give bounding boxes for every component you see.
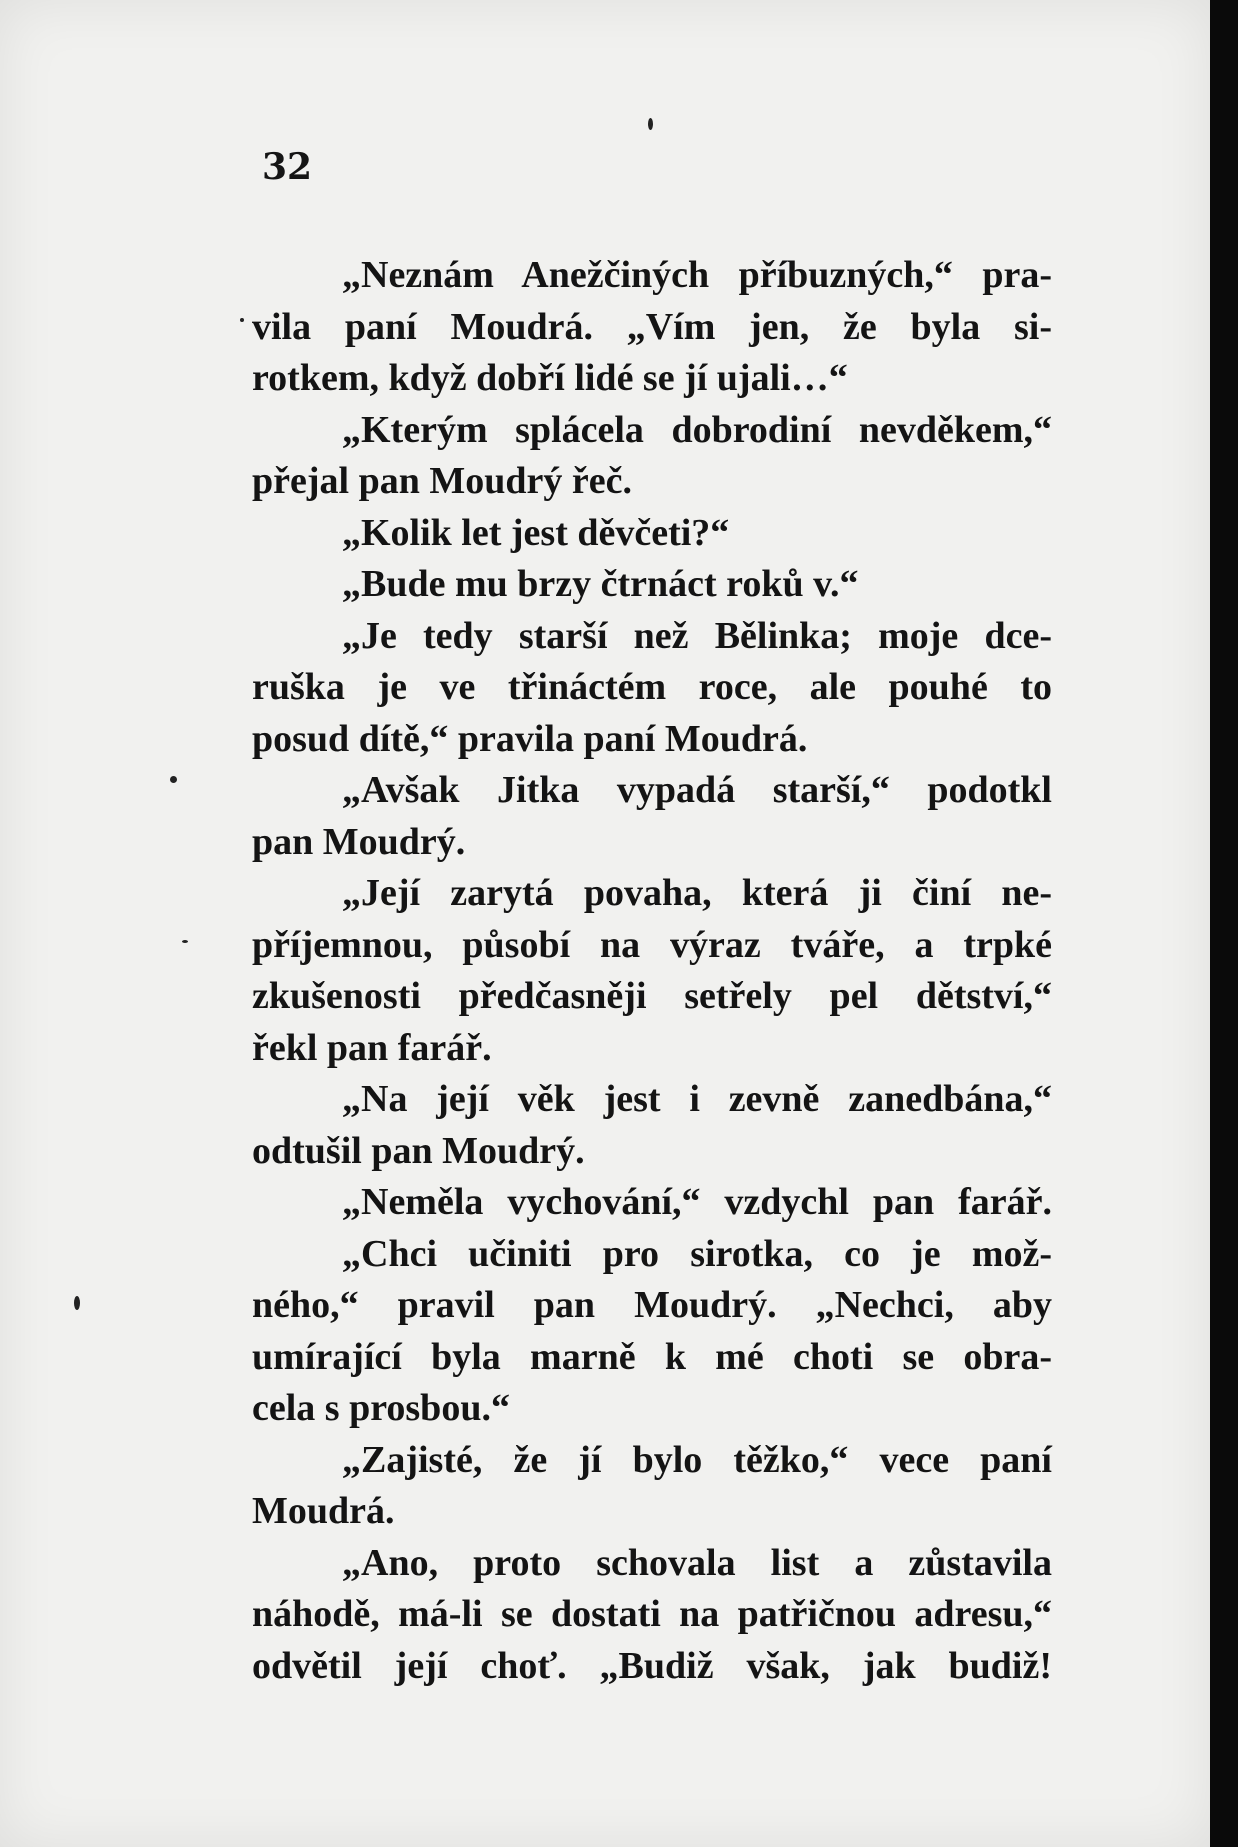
text-line: odtušil pan Moudrý. <box>252 1129 585 1172</box>
text-line: „Je tedy starší než Bělinka; moje dce- <box>342 614 1052 657</box>
text-line: Moudrá. <box>252 1490 395 1532</box>
text-line: „Avšak Jitka vypadá starší,“ podotkl <box>342 769 1052 811</box>
ink-speck <box>74 1296 80 1310</box>
text-line: odvětil její choť. „Budiž však, jak budiž! <box>252 1644 1052 1687</box>
ink-speck <box>182 940 188 943</box>
text-line: zkušenosti předčasněji setřely pel dětství,“ <box>252 975 1052 1017</box>
text-line: řekl pan farář. <box>252 1026 492 1069</box>
ink-speck <box>170 776 177 783</box>
page-number: 32 <box>262 146 313 188</box>
text-line: posud dítě,“ pravila paní Moudrá. <box>252 717 808 760</box>
text-line: ného,“ pravil pan Moudrý. „Nechci, aby <box>252 1284 1052 1326</box>
text-line: „Zajisté, že jí bylo těžko,“ vece paní <box>342 1438 1052 1481</box>
text-line: cela s prosbou.“ <box>252 1387 510 1429</box>
text-line: „Chci učiniti pro sirotka, co je mož- <box>342 1232 1052 1275</box>
ink-speck <box>240 318 244 322</box>
text-line: ruška je ve třináctém roce, ale pouhé to <box>252 666 1052 708</box>
text-line: rotkem, když dobří lidé se jí ujali…“ <box>252 357 848 399</box>
text-line: „Ano, proto schovala list a zůstavila <box>342 1541 1052 1584</box>
scan-dark-edge <box>1210 0 1238 1847</box>
text-line: „Neměla vychování,“ vzdychl pan farář. <box>342 1181 1052 1223</box>
text-line: „Bude mu brzy čtrnáct roků v.“ <box>342 563 859 605</box>
text-line: přejal pan Moudrý řeč. <box>252 460 632 502</box>
text-line: „Na její věk jest i zevně zanedbána,“ <box>342 1078 1052 1120</box>
text-line: pan Moudrý. <box>252 820 466 863</box>
text-line: „Kolik let jest děvčeti?“ <box>342 511 730 554</box>
text-line: vila paní Moudrá. „Vím jen, že byla si- <box>252 305 1052 348</box>
text-line: příjemnou, působí na výraz tváře, a trpké <box>252 923 1052 966</box>
text-line: náhodě, má-li se dostati na patřičnou adresu,“ <box>252 1593 1052 1635</box>
text-line: „Neznám Anežčiných příbuzných,“ pra- <box>342 254 1052 296</box>
page-text <box>252 250 1052 1692</box>
text-line: „Její zarytá povaha, která ji činí ne- <box>342 872 1052 914</box>
text-line: „Kterým splácela dobrodiní nevděkem,“ <box>342 408 1052 451</box>
ink-speck <box>648 118 653 130</box>
text-line: umírající byla marně k mé choti se obra- <box>252 1335 1052 1378</box>
